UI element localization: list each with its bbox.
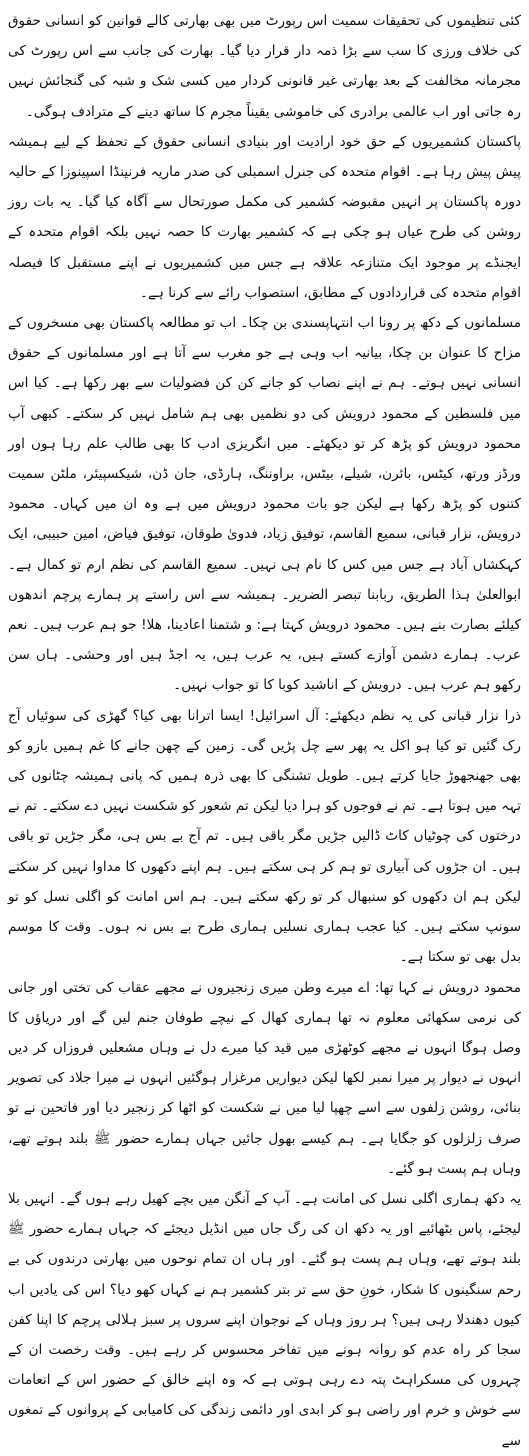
paragraph-5: محمود درویش نے کہا تھا: اے میرے وطن میری زنجیروں نے مجھے عقاب کی تختی اور جانی کی نرمی سکھائی معلوم نہ تھا ہماری کھال کے نیچے طوفان جنم لیں گے اور دریاؤں کا وصل ہوگا انہوں نے مجھے کوٹھڑی میں قید کیا میرے دل نے وہاں مشعلیں فروزاں کر دیں انہوں نے دیوار پر میرا نمبر لکھا لیکن دیواریں مرغزار ہوگئیں انہوں نے میرا جلاد کی تصویر بنائی، روشن زلفوں سے اسے چھپا لیا میں نے شکست کو اٹھا کر زنجیر دیا اور فاتحین نے تو صرف زلزلوں کو جگایا ہے۔ ہم کیسے بھول جائیں جہاں ہمارے حضور ﷺ بلند ہوتے تھے، وہاں ہم پست ہو گئے۔	[8, 979, 521, 1177]
paragraph-1: کئی تنظیموں کی تحقیقات سمیت اس رپورٹ میں بھی بھارتی کالے قوانین کو انسانی حقوق کی خلاف ورزی کا سب سے بڑا ذمہ دار قرار دیا گیا۔ بھارت کی جانب سے اس رپورٹ کی مجرمانہ مخالفت کے بعد بھارتی غیر قانونی کردار میں کسی شک و شبہ کی گنجائش نہیں رہ جاتی اور اب عالمی برادری کی خاموشی یقیناً مجرم کا ساتھ دینے کے مترادف ہوگی۔	[8, 13, 521, 120]
paragraph-3: مسلمانوں کے دکھ پر رونا اب انتہاپسندی بن چکا۔ اب تو مطالعہ پاکستان بھی مسخروں کے مزاح کا عنوان بن چکا، بیانیہ اب وہی ہے جو مغرب سے آتا ہے اور مسلمانوں کے حقوق انسانی نہیں ہوتے۔ ہم نے اپنے نصاب کو جانے کن کن فضولیات سے بھر رکھا ہے۔ کیا اس میں فلسطین کے محمود درویش کی دو نظمیں بھی ہم شامل نہیں کر سکتے۔ کبھی آپ محمود درویش کو پڑھ کر تو دیکھئے۔ میں انگریزی ادب کا بھی طالب علم رہا ہوں اور ورڈز ورتھ، کیٹس، بائرن، شیلے، بیٹس، براوننگ، ہارڈی، جان ڈن، شیکسپیئر، ملٹن سمیت کتنوں کو پڑھ رکھا ہے لیکن جو بات محمود درویش میں ہے وہ ان میں کہاں۔ محمود درویش، نزار قبانی، سمیع القاسم، توفیق زیاد، فدویٰ طوقان، توفیق فیاض، امین حبیبی، ایک کہکشاں آباد ہے جس میں کس کا نام ہی نہیں۔ سمیع القاسم کی نظم ارم تو کمال ہے۔ ابوالعلیٰ ہذا الطریق، ربابنا تبصر الضریر۔ ہمیشہ سے اس راستے پر ہمارے پرچم اندھوں کیلئے بصارت بنے ہیں۔ محمود درویش کہتا ہے: و شتمنا اعادینا، هلا! جو ہم عرب ہیں۔ نعم عرب۔ ہمارے دشمن آوازے کستے ہیں، یہ عرب ہیں، یہ اجڈ ہیں اور وحشی۔ ہاں سن رکھو ہم عرب ہیں۔ درویش کے اناشید کوبا کا تو جواب نہیں۔	[8, 315, 521, 694]
paragraph-4: ذرا نزار قبانی کی یہ نظم دیکھئے: آل اسرائیل! ایسا اترانا بھی کیا؟ گھڑی کی سوئیاں آج رک گئیں تو کیا ہو اکل یہ پھر سے چل پڑیں گی۔ زمین کے چھن جانے کا غم ہمیں بازو کو بھی جھنجھوڑ جایا کرتے ہیں۔ طویل تشنگی کا بھی ذرہ ہمیں کہ پانی ہمیشہ چٹانوں کی تہہ میں ہوتا ہے۔ تم نے فوجوں کو ہرا دیا لیکن تم شعور کو شکست نہیں دے سکتے۔ تم نے درختوں کی چوٹیاں کاٹ ڈالیں جڑیں مگر باقی ہیں۔ تم آج بے بس ہی، مگر جڑیں تو باقی ہیں۔ ان جڑوں کی آبیاری تو ہم کر ہی سکتے ہیں۔ ہم اپنے دکھوں کا مداوا نہیں کر سکتے لیکن ہم ان دکھوں کو سنبھال کر تو رکھ سکتے ہیں۔ ہم اس امانت کو اگلی نسل کو تو سونپ سکتے ہیں۔ کیا عجب ہماری نسلیں ہماری طرح بے بس نہ ہوں۔ وقت کا موسم بدل بھی تو سکتا ہے۔	[8, 707, 521, 966]
paragraph-2: پاکستان کشمیریوں کے حق خود ارادیت اور بنیادی انسانی حقوق کے تحفظ کے لیے ہمیشہ پیش پیش رہا ہے۔ اقوام متحدہ کی جنرل اسمبلی کی صدر ماریہ فرنینڈا اسپینوزا کے حالیہ دورہ پاکستان پر انہیں مقبوضہ کشمیر کی مکمل صورتحال سے آگاہ کیا گیا۔ یہ بات روز روشن کی طرح عیاں ہو چکی ہے کہ کشمیر بھارت کا حصہ نہیں بلکہ اقوام متحدہ کے ایجنڈے پر موجود ایک متنازعہ علاقہ ہے جس میں کشمیریوں نے اپنے مستقبل کا فیصلہ اقوام متحدہ کی قراردادوں کے مطابق، استصواب رائے سے کرنا ہے۔	[8, 133, 521, 301]
paragraph-6: یہ دکھ ہماری اگلی نسل کی امانت ہے۔ آپ کے آنگن میں بچے کھیل رہے ہوں گے۔ انہیں بلا لیجئے، پاس بٹھائیے اور یہ دکھ ان کی رگ جاں میں انڈیل دیجئے کہ جہاں ہمارے حضور ﷺ بلند ہوتے تھے، وہاں ہم پست ہو گئے۔ اور ہاں ان تمام نوحوں میں بھارتی درندوں کی بے رحم سنگینوں کا شکار، خونِ حق سے تر بتر کشمیر ہم نے کہاں کھو دیا؟ اس کی یادیں اب کیوں دھندلا رہی ہیں؟ ہر روز وہاں کے نوجوان اپنے سروں پر سبز ہلالی پرچم کا اپنا کفن سجا کر راہ عدم کو روانہ ہونے میں تفاخر محسوس کر رہے ہیں۔ وقت رخصت ان کے چہروں کی مسکراہٹ پتہ دے رہی ہوتی ہے کہ وہ اپنے خالق کے حضور اس کے انعامات سے خوش و خرم اور راضی ہو کر ابدی اور دائمی زندگی کی کامیابی کے پروانوں کے تمغوں سے	[8, 1190, 521, 1449]
